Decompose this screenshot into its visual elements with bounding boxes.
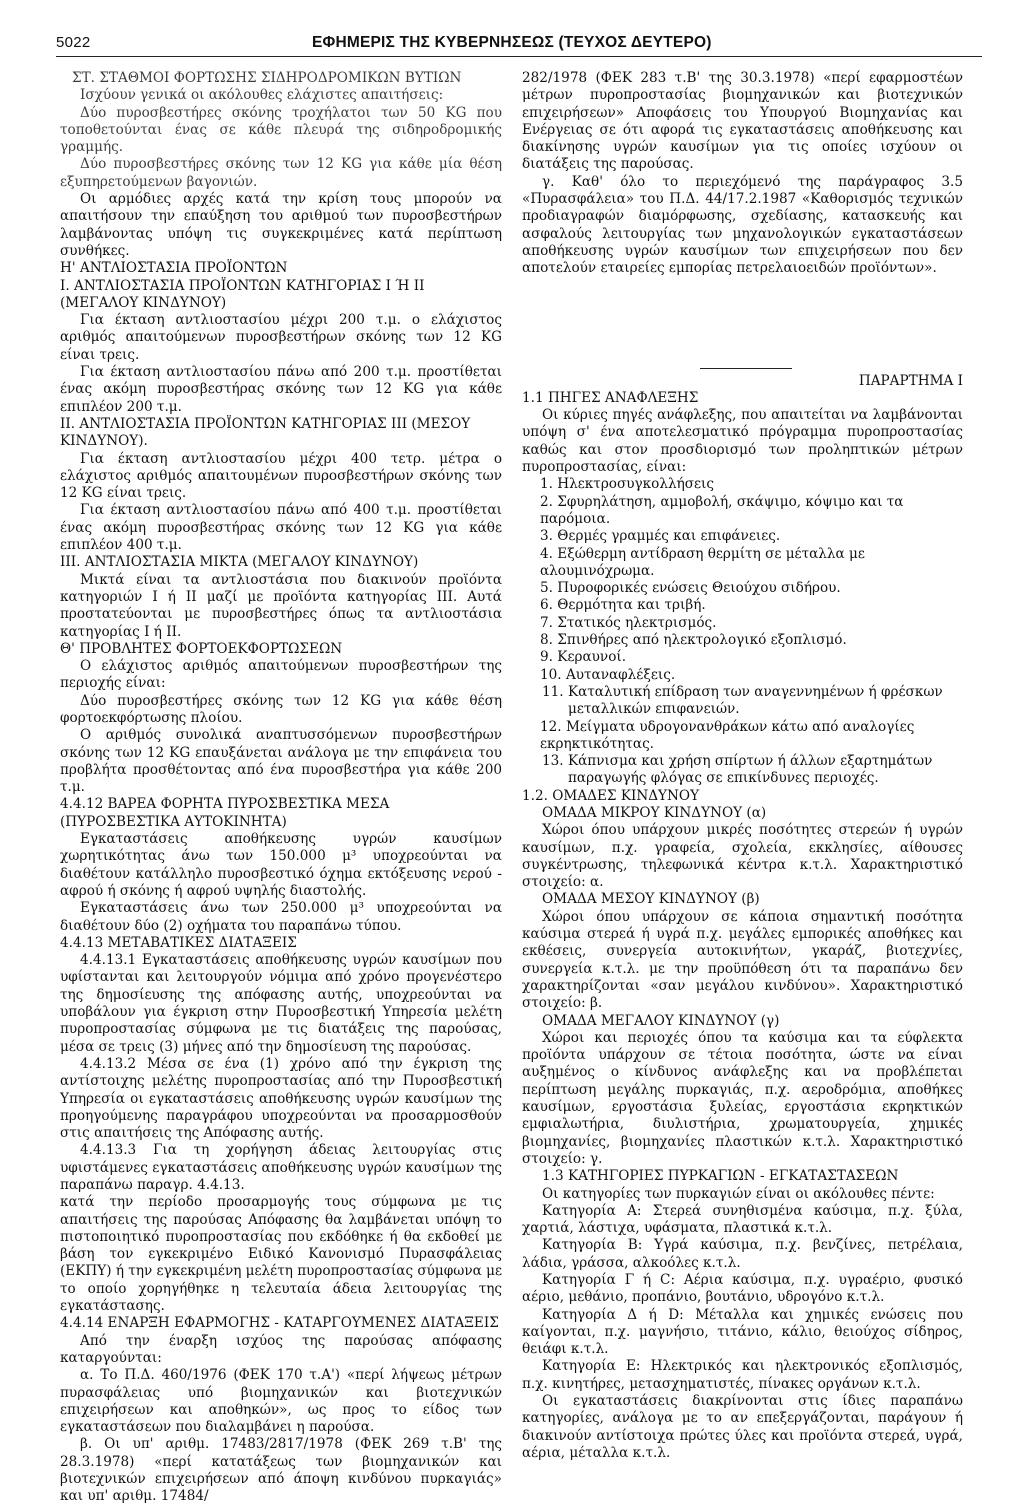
- paragraph: κατά την περίοδο προσαρμογής τους σύμφωνα με τις απαιτήσεις της παρούσας Απόφασης θα λαμβάνεται υπόψη το πιστοποιητικό πυροπροστασίας που εκδόθηκε ή θα εκδοθεί με βάση τον εγκεκριμένο Ειδικό Κανονισμό Πυρασφάλειας (ΕΚΠΥ) ή την εγκεκριμένη μελέτη πυροπροστασίας σύμφωνα με το οποίο χορηγήθηκε η τελευταία άδεια λειτουργίας της εγκατάστασης.: [60, 1194, 503, 1315]
- paragraph: Κατηγορία Γ ή C: Αέρια καύσιμα, π.χ. υγραέριο, φυσικό αέριο, μεθάνιο, προπάνιο, βουτάνιο, υδρογόνο κ.τ.λ.: [522, 1272, 963, 1306]
- paragraph: 282/1978 (ΦΕΚ 283 τ.Β' της 30.3.1978) «περί εφαρμοστέων μέτρων πυροπροστασίας βιομηχανικών και βιοτεχνικών επιχειρήσεων» Αποφάσεις του Υπουργού Βιομηχανίας και Ενέργειας σε ότι αφορά τις εγκαταστάσεις αποθήκευσης και διακίνησης υγρών καυσίμων για τις οποίες ισχύουν οι διατάξεις της παρούσας.: [522, 70, 963, 173]
- paragraph: Ισχύουν γενικά οι ακόλουθες ελάχιστες απαιτήσεις:: [80, 87, 444, 104]
- paragraph: Δύο πυροσβεστήρες σκόνης τροχήλατοι των 50 KG που τοποθετούνται ένας σε κάθε πλευρά της σιδηροδρομικής γραμμής.: [60, 104, 502, 156]
- list-item: 8. Σπινθήρες από ηλεκτρολογικό εξοπλισμό.: [540, 632, 847, 649]
- left-column: [60, 70, 502, 1506]
- paragraph: α. Το Π.Δ. 460/1976 (ΦΕΚ 170 τ.Α') «περί λήψεως μέτρων πυρασφάλειας υπό βιομηχανικών και βιοτεχνικών επιχειρήσεων και αποθηκών», ως προς το είδος των εγκαταστάσεων που διαλαμβάνει η παρούσα.: [60, 1367, 502, 1436]
- group-heading: ΟΜΑΔΑ ΜΕΣΟΥ ΚΙΝΔΥΝΟΥ (β): [542, 891, 760, 908]
- paragraph: Ο αριθμός συνολικά αναπτυσσόμενων πυροσβεστήρων σκόνης των 12 KG επαυξάνεται ανάλογα με την επιφάνεια του προβλήτα προσθέτοντας από ένα πυροσβεστήρα για κάθε 200 τ.μ.: [60, 727, 502, 796]
- paragraph: β. Οι υπ' αριθμ. 17483/2817/1978 (ΦΕΚ 269 τ.Β' της 28.3.1978) «περί κατατάξεως των βιομηχανικών και βιοτεχνικών επιχειρήσεων από άποψη κινδύνου πυρκαγιάς» και υπ' αριθμ. 17484/: [60, 1436, 502, 1505]
- separator-line: [700, 368, 792, 369]
- list-item: 10. Αυταναφλέξεις.: [540, 666, 676, 683]
- section-heading: ΣΤ. ΣΤΑΘΜΟΙ ΦΟΡΤΩΣΗΣ ΣΙΔΗΡΟΔΡΟΜΙΚΩΝ ΒΥΤΙΩΝ: [72, 70, 462, 86]
- paragraph: Ο ελάχιστος αριθμός απαιτούμενων πυροσβεστήρων της περιοχής είναι:: [60, 658, 502, 692]
- section-heading: 1.2. ΟΜΑΔΕΣ ΚΙΝΔΥΝΟΥ: [522, 787, 700, 804]
- paragraph: γ. Καθ' όλο το περιεχόμενό της παράγραφος 3.5 «Πυρασφάλεια» του Π.Δ. 44/17.2.1987 «Καθορισμός τεχνικών προδιαγραφών διαμόρφωσης, σχεδίασης, κατασκευής και ασφαλούς λειτουργίας των μηχανολογικών εγκαταστάσεων αποθήκευσης υγρών καυσίμων των επιχειρήσεων που δεν αποτελούν εταιρείες εμπορίας πετρελαιοειδών προϊόντων».: [522, 173, 963, 277]
- paragraph: 4.4.13.3 Για τη χορήγηση άδειας λειτουργίας στις υφιστάμενες εγκαταστάσεις αποθήκευσης υγρών καυσίμων της παραπάνω παραγρ. 4.4.13.: [60, 1142, 502, 1193]
- section-heading: 4.4.13 ΜΕΤΑΒΑΤΙΚΕΣ ΔΙΑΤΑΞΕΙΣ: [60, 934, 297, 951]
- paragraph: Για έκταση αντλιοστασίου πάνω από 200 τ.μ. προστίθεται ένας ακόμη πυροσβεστήρας σκόνης των 12 KG για κάθε επιπλέον 200 τ.μ.: [60, 364, 502, 415]
- group-heading: ΟΜΑΔΑ ΜΙΚΡΟΥ ΚΙΝΔΥΝΟΥ (α): [542, 804, 767, 821]
- paragraph: Οι εγκαταστάσεις διακρίνονται στις ίδιες παραπάνω κατηγορίες, ανάλογα με το αν επεξεργάζονται, παράγουν ή διακινούν αντίστοιχα πρώτες ύλες και προϊόντα στερεά, υγρά, αέρια, μέταλλα κ.τ.λ.: [522, 1393, 963, 1461]
- paragraph: Οι κατηγορίες των πυρκαγιών είναι οι ακόλουθες πέντε:: [542, 1185, 935, 1202]
- paragraph: Για έκταση αντλιοστασίου πάνω από 400 τ.μ. προστίθεται ένας ακόμη πυροσβεστήρας σκόνης των 12 KG για κάθε επιπλέον 400 τ.μ.: [60, 502, 502, 554]
- list-item: 3. Θερμές γραμμές και επιφάνειες.: [540, 528, 781, 545]
- section-heading: 1.3 ΚΑΤΗΓΟΡΙΕΣ ΠΥΡΚΑΓΙΩΝ - ΕΓΚΑΤΑΣΤΑΣΕΩΝ: [542, 1168, 899, 1185]
- paragraph: Κατηγορία Ε: Ηλεκτρικός και ηλεκτρονικός εξοπλισμός, π.χ. κινητήρες, μετασχηματιστές, πίνακες οργάνων κ.τ.λ.: [522, 1358, 963, 1392]
- right-column: [522, 70, 963, 1462]
- section-heading: Ι. ΑΝΤΛΙΟΣΤΑΣΙΑ ΠΡΟΪΟΝΤΩΝ ΚΑΤΗΓΟΡΙΑΣ Ι Ή ΙΙ (ΜΕΓΑΛΟΥ ΚΙΝΔΥΝΟΥ): [60, 277, 425, 311]
- paragraph: Χώροι όπου υπάρχουν μικρές ποσότητες στερεών ή υγρών καυσίμων, π.χ. γραφεία, σχολεία, εκκλησίες, αίθουσες συγκέντρωσης, τηλεφωνικά κέντρα κ.τ.λ. Χαρακτηριστικό στοιχείο: α.: [522, 822, 963, 891]
- paragraph: Οι αρμόδιες αρχές κατά την κρίση τους μπορούν να απαιτήσουν την επαύξηση του αριθμού των πυροσβεστήρων λαμβάνοντας υπόψη τις συγκεκριμένες κατά περίπτωση συνθήκες.: [60, 191, 502, 259]
- section-heading: 4.4.12 ΒΑΡΕΑ ΦΟΡΗΤΑ ΠΥΡΟΣΒΕΣΤΙΚΑ ΜΕΣΑ (ΠΥΡΟΣΒΕΣΤΙΚΑ ΑΥΤΟΚΙΝΗΤΑ): [60, 796, 390, 830]
- list-item: 9. Κεραυνοί.: [540, 649, 627, 666]
- section-heading: ΙΙ. ΑΝΤΛΙΟΣΤΑΣΙΑ ΠΡΟΪΟΝΤΩΝ ΚΑΤΗΓΟΡΙΑΣ ΙΙΙ (ΜΕΣΟΥ ΚΙΝΔΥΝΟΥ).: [60, 415, 471, 450]
- section-heading: Η' ΑΝΤΛΙΟΣΤΑΣΙΑ ΠΡΟΪΟΝΤΩΝ: [60, 260, 288, 277]
- paragraph: 4.4.13.1 Εγκαταστάσεις αποθήκευσης υγρών καυσίμων που υφίστανται και λειτουργούν νόμιμα από χρόνο προγενέστερο της δημοσίευσης της απόφασης αυτής, υποχρεούνται να υποβάλουν για έγκριση στην Πυροσβεστική Υπηρεσία μελέτη πυροπροστασίας σύμφωνα με τις διατάξεις της παρούσας, μέσα σε τρεις (3) μήνες από την δημοσίευση της παρούσας.: [60, 952, 502, 1055]
- list-item: 1. Ηλεκτροσυγκολλήσεις: [540, 476, 714, 493]
- paragraph: Δύο πυροσβεστήρες σκόνης των 12 KG για κάθε μία θέση εξυπηρετούμενων βαγονιών.: [60, 156, 502, 190]
- list-item: 7. Στατικός ηλεκτρισμός.: [540, 614, 717, 631]
- paragraph: Εγκαταστάσεις αποθήκευσης υγρών καυσίμων χωρητικότητας άνω των 150.000 μ³ υποχρεούνται να διαθέτουν κατάλληλο πυροσβεστικό όχημα εκτόξευσης νερού - αφρού ή σκόνης ή αφρού υψηλής διαστολής.: [60, 831, 502, 899]
- section-heading: 4.4.14 ΕΝΑΡΞΗ ΕΦΑΡΜΟΓΗΣ - ΚΑΤΑΡΓΟΥΜΕΝΕΣ ΔΙΑΤΑΞΕΙΣ: [60, 1315, 499, 1332]
- page-header: [56, 20, 982, 52]
- paragraph: 4.4.13.2 Μέσα σε ένα (1) χρόνο από την έγκριση της αντίστοιχης μελέτης πυροπροστασίας από την Πυροσβεστική Υπηρεσία οι εγκαταστάσεις αποθήκευσης υγρών καυσίμων της προηγούμενης παραγράφου υποχρεούνται να προσαρμοσθούν στις απαιτήσεις της Απόφασης αυτής.: [60, 1055, 502, 1142]
- paragraph: Κατηγορία Δ ή D: Μέταλλα και χημικές ενώσεις που καίγονται, π.χ. μαγνήσιο, τιτάνιο, κάλιο, θειούχος σίδηρος, θειάφι κ.τ.λ.: [522, 1306, 963, 1358]
- page-number: 5022: [56, 34, 91, 51]
- list-item: 4. Εξώθερμη αντίδραση θερμίτη σε μέταλλα με αλουμινόχρωμα.: [540, 545, 865, 579]
- paragraph: Εγκαταστάσεις άνω των 250.000 μ³ υποχρεούνται να διαθέτουν δύο (2) οχήματα του παραπάνω τύπου.: [60, 900, 502, 934]
- paragraph: Χώροι όπου υπάρχουν σε κάποια σημαντική ποσότητα καύσιμα στερεά ή υγρά π.χ. μεγάλες εμπορικές αποθήκες και εκθέσεις, συνεργεία αυτοκινήτων, γκαράζ, βιοτεχνίες, συνεργεία κ.τ.λ. με την προϋπόθεση ότι τα παραπάνω δεν χαρακτηρίζονται «σαν μεγάλου κινδύνου». Χαρακτηριστικό στοιχείο: β.: [522, 908, 963, 1012]
- list-item: 2. Σφυρηλάτηση, αμμοβολή, σκάψιμο, κόψιμο και τα παρόμοια.: [540, 493, 904, 527]
- header-rule: [56, 56, 982, 57]
- paragraph: Δύο πυροσβεστήρες σκόνης των 12 KG για κάθε θέση φορτοεκφόρτωσης πλοίου.: [60, 692, 502, 726]
- section-heading: 1.1 ΠΗΓΕΣ ΑΝΑΦΛΕΞΗΣ: [522, 389, 699, 406]
- paragraph: Κατηγορία Α: Στερεά συνηθισμένα καύσιμα, π.χ. ξύλα, χαρτιά, λάστιχα, υφάσματα, πλαστικά κ.τ.λ.: [522, 1202, 963, 1237]
- list-item: 11. Καταλυτική επίδραση των αναγεννημένων ή φρέσκων μεταλλικών επιφανειών.: [542, 683, 943, 718]
- list-item: 6. Θερμότητα και τριβή.: [540, 597, 706, 614]
- annex-title: ΠΑΡΑΡΤΗΜΑ Ι: [858, 372, 963, 389]
- group-heading: ΟΜΑΔΑ ΜΕΓΑΛΟΥ ΚΙΝΔΥΝΟΥ (γ): [542, 1012, 780, 1029]
- list-item: 12. Μείγματα υδρογονανθράκων κάτω από αναλογίες εκρηκτικότητας.: [540, 718, 915, 752]
- journal-title: ΕΦΗΜΕΡΙΣ ΤΗΣ ΚΥΒΕΡΝΗΣΕΩΣ (ΤΕΥΧΟΣ ΔΕΥΤΕΡΟ): [312, 34, 712, 51]
- paragraph: Χώροι και περιοχές όπου τα καύσιμα και τα εύφλεκτα προϊόντα υπάρχουν σε τέτοια ποσότητα, ώστε να είναι αυξημένος ο κίνδυνος ανάφλεξης και να προβλέπεται περίπτωση μεγάλης πυρκαγιάς, π.χ. αεροδρόμια, αποθήκες καυσίμων, εργοστάσια ξυλείας, εργοστάσια εκρηκτικών εμφιαλωτήρια, διυλιστήρια, χρωματουργεία, χημικές βιομηχανίες, βιομηχανίες πλαστικών κ.τ.λ. Χαρακτηριστικό στοιχείο: γ.: [522, 1029, 963, 1167]
- paragraph: Για έκταση αντλιοστασίου μέχρι 200 τ.μ. ο ελάχιστος αριθμός απαιτούμενων πυροσβεστήρων σκόνης των 12 KG είναι τρεις.: [60, 312, 502, 363]
- section-heading: ΙΙΙ. ΑΝΤΛΙΟΣΤΑΣΙΑ ΜΙΚΤΑ (ΜΕΓΑΛΟΥ ΚΙΝΔΥΝΟΥ): [60, 554, 419, 571]
- paragraph: Από την έναρξη ισχύος της παρούσας απόφασης καταργούνται:: [60, 1332, 502, 1366]
- paragraph: Οι κύριες πηγές ανάφλεξης, που απαιτείται να λαμβάνονται υπόψη σ' ένα αποτελεσματικό πρόγραμμα πυροπροστασίας καθώς και στον προσδιορισμό των προληπτικών μέτρων πυροπροστασίας, είναι:: [522, 407, 963, 476]
- list-item: 5. Πυροφορικές ενώσεις Θειούχου σιδήρου.: [540, 580, 841, 597]
- paragraph: Για έκταση αντλιοστασίου μέχρι 400 τετρ. μέτρα ο ελάχιστος αριθμός απαιτουμένων πυροσβεστήρων σκόνης των 12 KG είναι τρεις.: [60, 450, 502, 502]
- list-item: 13. Κάπνισμα και χρήση σπίρτων ή άλλων εξαρτημάτων παραγωγής φλόγας σε επικίνδυνες περιοχές.: [542, 753, 933, 787]
- paragraph: Κατηγορία Β: Υγρά καύσιμα, π.χ. βενζίνες, πετρέλαια, λάδια, γράσσα, αλκοόλες κ.τ.λ.: [522, 1237, 963, 1271]
- section-heading: Θ' ΠΡΟΒΛΗΤΕΣ ΦΟΡΤΟΕΚΦΟΡΤΩΣΕΩΝ: [60, 640, 343, 657]
- paragraph: Μικτά είναι τα αντλιοστάσια που διακινούν προϊόντα κατηγοριών Ι ή ΙΙ μαζί με προϊόντα κατηγορίας ΙΙΙ. Αυτά προστατεύονται με πυροσβεστήρες όπως τα αντλιοστάσια κατηγορίας Ι ή ΙΙ.: [60, 571, 502, 640]
